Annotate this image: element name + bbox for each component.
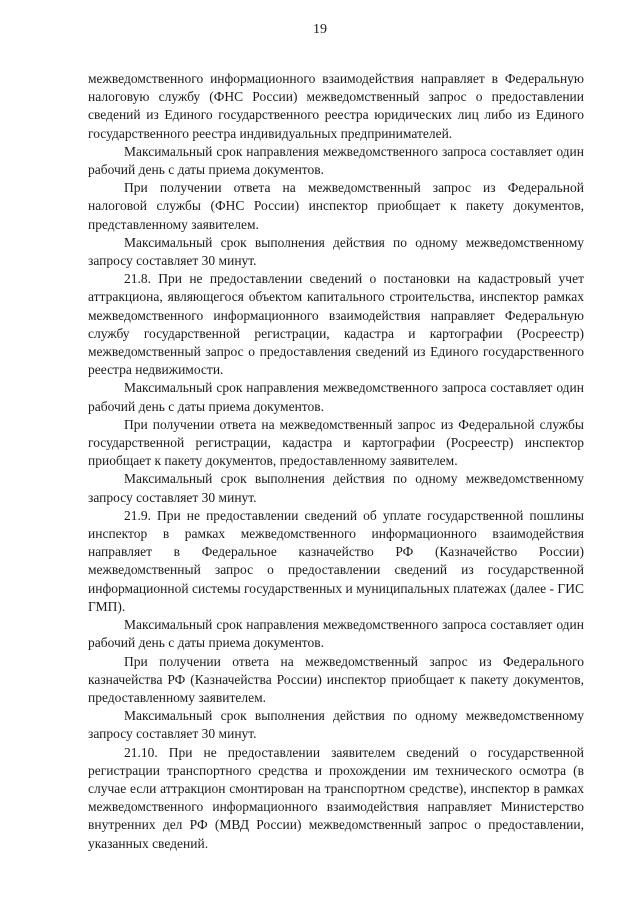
page-number: 19 (313, 22, 327, 37)
paragraph: Максимальный срок направления межведомственного запроса составляет один рабочий день с даты приема документов. (88, 143, 584, 178)
paragraph: При получении ответа на межведомственный запрос из Федерального казначейства РФ (Казначейства России) инспектор приобщает к пакету документов, предоставленному заявителем. (88, 653, 584, 705)
paragraph: Максимальный срок выполнения действия по одному межведомственному запросу составляет 30 минут. (88, 471, 584, 505)
paragraph: 21.9. При не предоставлении сведений об уплате государственной пошлины инспектор в рамках межведомственного информационного взаимодействия направляет в Федеральное казначейство РФ (Казначейство России) межведомственный запрос о предоставлении сведений из государственной информационной системы государственных и муниципальных платежах (далее - ГИС ГМП). (88, 507, 584, 614)
document-body (88, 70, 584, 853)
paragraph: При получении ответа на межведомственный запрос из Федеральной налоговой службы (ФНС России) инспектор приобщает к пакету документов, представленному заявителем. (88, 180, 584, 232)
paragraph: 21.10. При не предоставлении заявителем сведений о государственной регистрации транспортного средства и прохождении им технического осмотра (в случае если аттракцион смонтирован на транспортном средстве), инспектор в рамках межведомственного информационного взаимодействия направляет Министерство внутренних дел РФ (МВД России) межведомственный запрос о предоставлении, указанных сведений. (88, 744, 584, 851)
paragraph: Максимальный срок направления межведомственного запроса составляет один рабочий день с даты приема документов. (88, 380, 584, 414)
paragraph: Максимальный срок выполнения действия по одному межведомственному запросу составляет 30 минут. (88, 708, 584, 742)
paragraph: При получении ответа на межведомственный запрос из Федеральной службы государственной регистрации, кадастра и картографии (Росреестр) инспектор приобщает к пакету документов, предоставленному заявителем. (88, 416, 584, 469)
paragraph: межведомственного информационного взаимодействия направляет в Федеральную налоговую службу (ФНС России) межведомственный запрос о предоставлении сведений из Единого государственного реестра юридических лиц либо из Единого государственного реестра индивидуальных предпринимателей. (88, 71, 584, 141)
paragraph: Максимальный срок выполнения действия по одному межведомственному запросу составляет 30 минут. (88, 234, 584, 269)
paragraph: 21.8. При не предоставлении сведений о постановки на кадастровый учет аттракциона, являющегося объектом капитального строительства, инспектор рамках межведомственного информационного взаимодействия направляет Федеральную службу государственной регистрации, кадастра и картографии (Росреестр) межведомственный запрос о предоставления сведений из Единого государственного реестра недвижимости. (88, 271, 584, 378)
paragraph: Максимальный срок направления межведомственного запроса составляет один рабочий день с даты приема документов. (88, 617, 584, 651)
